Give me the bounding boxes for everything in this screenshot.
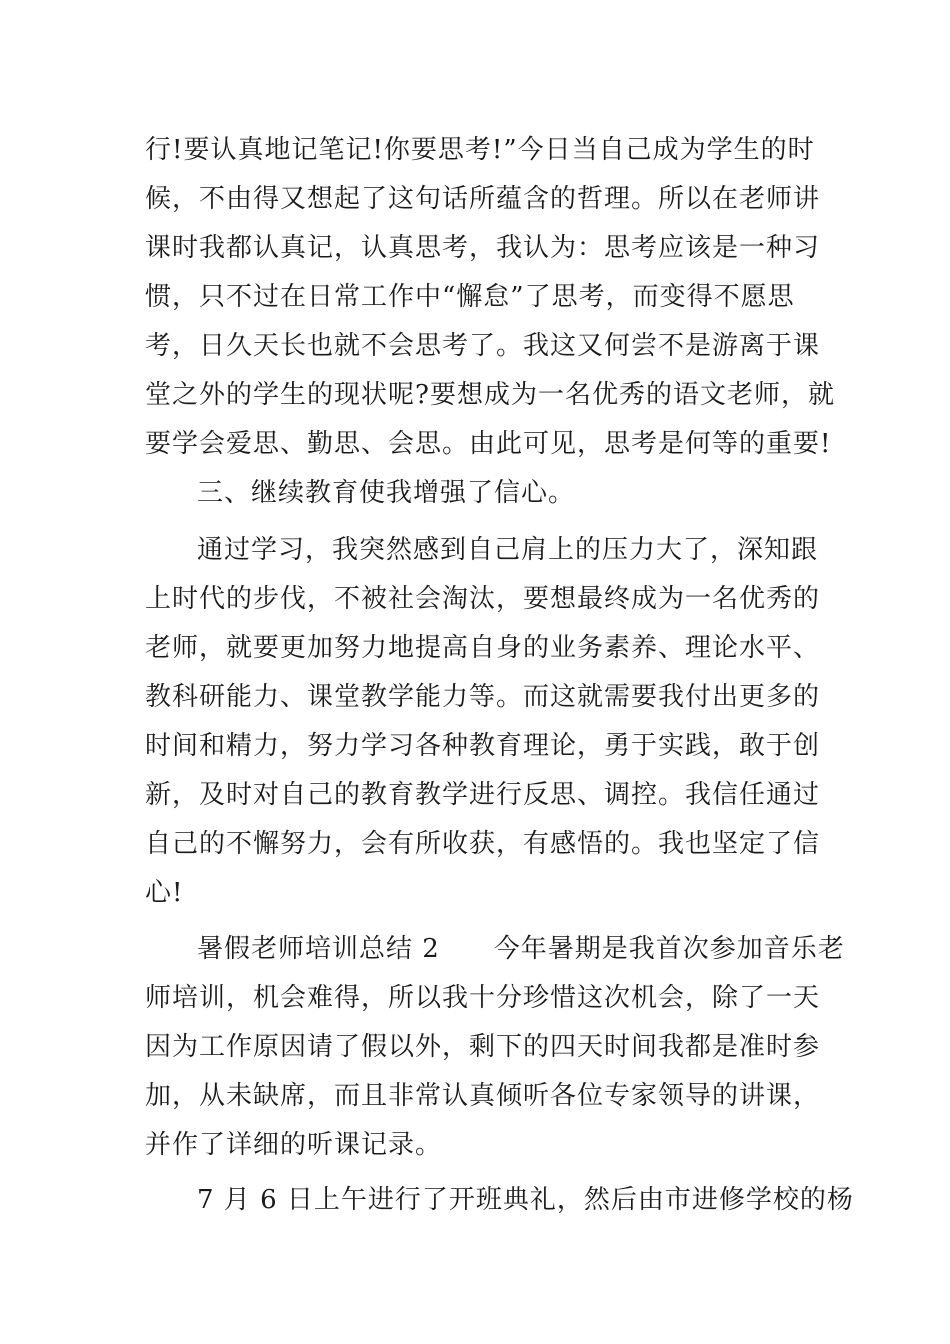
text-line: 考，日久天长也就不会思考了。我这又何尝不是游离于课 (145, 331, 821, 361)
section-heading: 三、继续教育使我增强了信心。 (197, 478, 576, 508)
text-line: 通过学习，我突然感到自己肩上的压力大了，深知跟 (197, 535, 819, 565)
text-line: 新，及时对自己的教育教学进行反思、调控。我信任通过 (145, 780, 821, 810)
text-line: 惯，只不过在日常工作中“懈怠”了思考，而变得不愿思 (145, 282, 795, 312)
text-line: 课时我都认真记，认真思考，我认为：思考应该是一种习 (145, 233, 821, 263)
text-line: 上时代的步伐，不被社会淘汰，要想最终成为一名优秀的 (145, 584, 821, 614)
text-line: 师培训，机会难得，所以我十分珍惜这次机会，除了一天 (145, 983, 821, 1013)
text-line: 候，不由得又想起了这句话所蕴含的哲理。所以在老师讲 (145, 184, 821, 214)
text-line: 行!要认真地记笔记!你要思考!”今日当自己成为学生的时 (145, 135, 815, 165)
text-line: 要学会爱思、勤思、会思。由此可见，思考是何等的重要! (145, 429, 832, 459)
text-line: 暑假老师培训总结 2 今年暑期是我首次参加音乐老 (197, 934, 845, 964)
text-line: 加，从未缺席，而且非常认真倾听各位专家领导的讲课， (145, 1081, 821, 1111)
text-line: 教科研能力、课堂教学能力等。而这就需要我付出更多的 (145, 682, 821, 712)
text-line: 自己的不懈努力，会有所收获，有感悟的。我也坚定了信 (145, 829, 821, 859)
text-line: 老师，就要更加努力地提高自身的业务素养、理论水平、 (145, 633, 821, 663)
text-line: 7 月 6 日上午进行了开班典礼，然后由市进修学校的杨 (197, 1185, 854, 1215)
text-line: 并作了详细的听课记录。 (145, 1130, 443, 1160)
text-line: 因为工作原因请了假以外，剩下的四天时间我都是准时参 (145, 1032, 821, 1062)
text-line: 堂之外的学生的现状呢?要想成为一名优秀的语文老师，就 (145, 380, 835, 410)
text-line: 时间和精力，努力学习各种教育理论，勇于实践，敢于创 (145, 731, 821, 761)
text-line: 心! (145, 878, 184, 908)
